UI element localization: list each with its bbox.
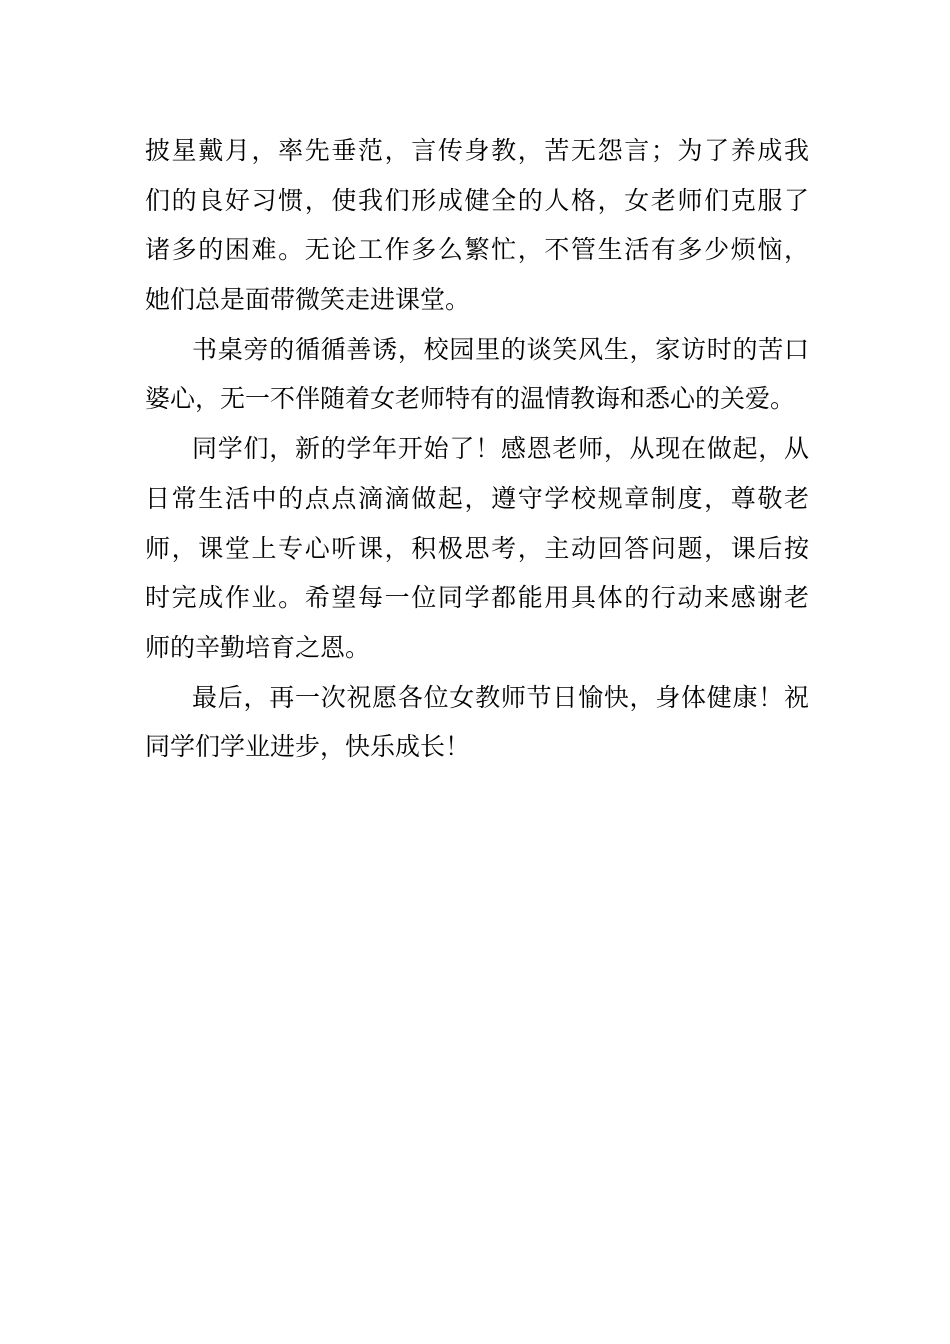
text-line: 书桌旁的循循善诱，校园里的谈笑风生，家访时的苦口 (192, 334, 809, 364)
text-line: 师，课堂上专心听课，积极思考，主动回答问题，课后按 (145, 533, 809, 563)
document-body (145, 126, 809, 772)
text-line: 诸多的困难。无论工作多么繁忙，不管生活有多少烦恼， (145, 235, 809, 265)
text-line: 们的良好习惯，使我们形成健全的人格，女老师们克服了 (145, 185, 809, 215)
text-line: 时完成作业。希望每一位同学都能用具体的行动来感谢老 (145, 583, 809, 613)
text-line: 同学们学业进步，快乐成长！ (145, 732, 471, 762)
text-line: 披星戴月，率先垂范，言传身教，苦无怨言；为了养成我 (145, 136, 809, 165)
text-line: 她们总是面带微笑走进课堂。 (145, 285, 471, 315)
text-line: 最后，再一次祝愿各位女教师节日愉快，身体健康！祝 (192, 682, 809, 712)
text-line: 同学们，新的学年开始了！感恩老师，从现在做起，从 (192, 434, 809, 464)
text-line: 日常生活中的点点滴滴做起，遵守学校规章制度，尊敬老 (145, 483, 809, 513)
text-line: 师的辛勤培育之恩。 (145, 632, 371, 662)
paragraph-2 (145, 325, 809, 424)
paragraph-1 (145, 126, 809, 325)
paragraph-4 (145, 673, 809, 772)
paragraph-3 (145, 424, 809, 672)
text-line: 婆心，无一不伴随着女老师特有的温情教诲和悉心的关爱。 (145, 384, 796, 414)
